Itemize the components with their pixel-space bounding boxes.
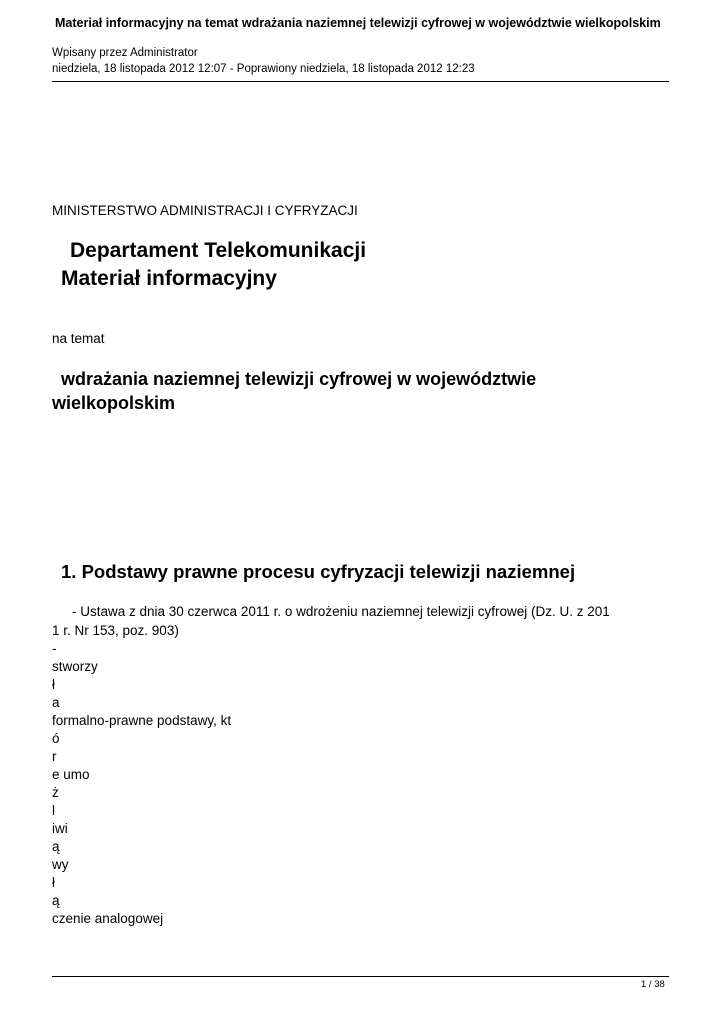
on-topic-label: na temat <box>52 331 105 346</box>
text-fragment: ż <box>52 785 59 800</box>
date-line: niedziela, 18 listopada 2012 12:07 - Poprawiony niedziela, 18 listopada 2012 12:23 <box>52 63 475 75</box>
text-fragment: ł <box>52 677 55 692</box>
text-fragment: ó <box>52 731 60 746</box>
text-fragment: e umo <box>52 767 90 782</box>
text-fragment: ł <box>52 875 55 890</box>
text-fragment: czenie analogowej <box>52 911 164 926</box>
header-divider <box>52 81 669 82</box>
text-fragment: formalno-prawne podstawy, kt <box>52 713 232 728</box>
page-number: 1 / 38 <box>641 979 665 990</box>
statute-reference-line-2: 1 r. Nr 153, poz. 903) <box>52 623 179 638</box>
text-fragment: r <box>52 749 57 764</box>
text-fragment: iwi <box>52 821 68 836</box>
footer-divider <box>52 976 669 977</box>
text-fragment: l <box>52 803 55 818</box>
page-header-title: Materiał informacyjny na temat wdrażania naziemnej telewizji cyfrowej w województwie wielkopolskim <box>55 16 661 30</box>
statute-reference-line-1: - Ustawa z dnia 30 czerwca 2011 r. o wdrożeniu naziemnej telewizji cyfrowej (Dz. U. z 201 <box>72 604 610 619</box>
text-fragment: - <box>52 641 57 656</box>
text-fragment: wy <box>52 857 69 872</box>
subject-heading-line-2: wielkopolskim <box>52 393 176 413</box>
text-fragment: ą <box>52 893 60 908</box>
text-fragment: a <box>52 695 60 710</box>
material-heading: Materiał informacyjny <box>61 267 277 290</box>
text-fragment: stworzy <box>52 659 98 674</box>
department-heading: Departament Telekomunikacji <box>70 239 367 262</box>
text-fragment: ą <box>52 839 60 854</box>
author-line: Wpisany przez Administrator <box>52 47 198 59</box>
subject-heading-line-1: wdrażania naziemnej telewizji cyfrowej w województwie <box>61 369 537 389</box>
section-heading: 1. Podstawy prawne procesu cyfryzacji telewizji naziemnej <box>61 561 576 582</box>
ministry-name: MINISTERSTWO ADMINISTRACJI I CYFRYZACJI <box>52 203 358 218</box>
